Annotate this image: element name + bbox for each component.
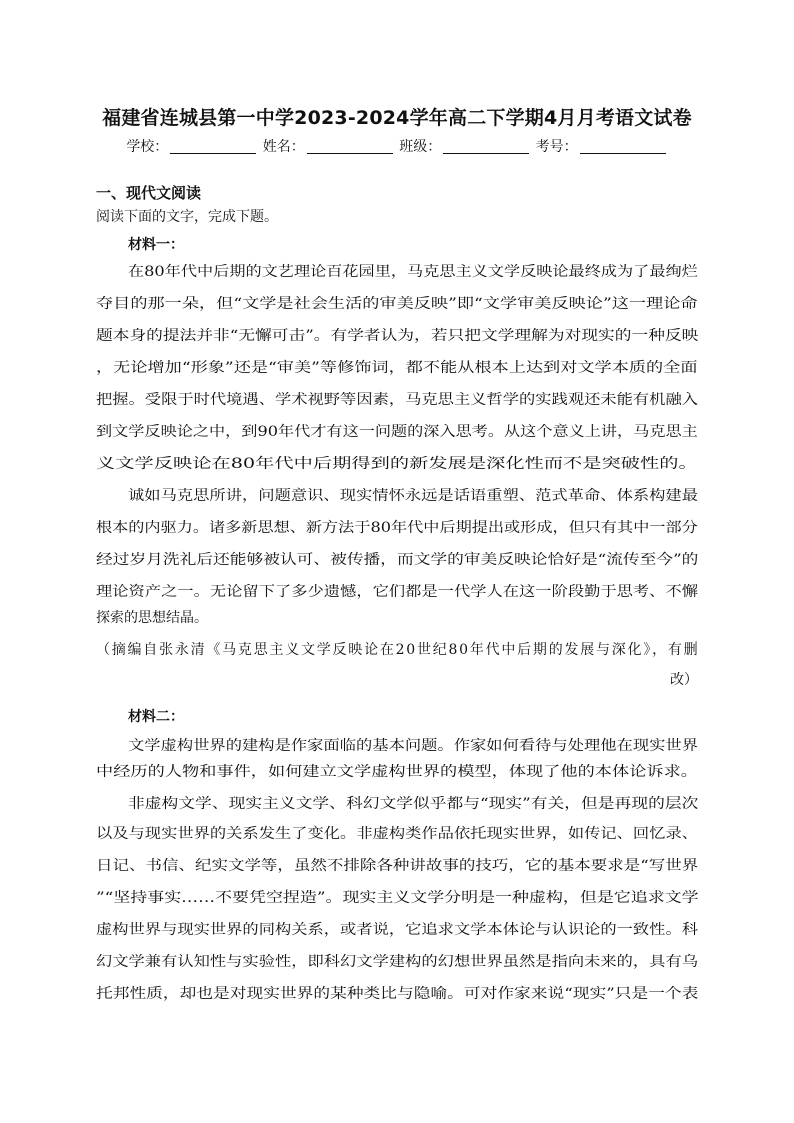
material1-line: 在80年代中后期的文艺理论百花园里，马克思主义文学反映论最终成为了最绚烂 xyxy=(128,264,698,280)
school-blank xyxy=(170,153,256,154)
material1-source-end: 改） xyxy=(670,672,698,688)
material1-source: （摘编自张永清《马克思主义文学反映论在20世纪80年代中后期的发展与深化》，有删 xyxy=(96,642,700,658)
material1-line: 夺目的那一朵，但“文学是社会生活的审美反映”即“文学审美反映论”这一理论命 xyxy=(96,296,698,312)
section-instruction: 阅读下面的文字，完成下题。 xyxy=(96,209,278,225)
material1-line: ，无论增加“形象”还是“审美”等修饰词，都不能从根本上达到对文学本质的全面 xyxy=(96,360,698,376)
material2-line: ”“坚持事实……不要凭空捏造”。现实主义文学分明是一种虚构，但是它追求文学 xyxy=(96,890,699,906)
material2-line: 日记、书信、纪实文学等，虽然不排除各种讲故事的技巧，它的基本要求是“写世界 xyxy=(96,858,699,874)
material1-line: 理论资产之一。无论留下了多少遗憾，它们都是一代学人在这一阶段勤于思考、不懈 xyxy=(96,584,698,600)
name-label: 姓名： xyxy=(262,139,305,155)
material2-line: 以及与现实世界的关系发生了变化。非虚构类作品依托现实世界，如传记、回忆录、 xyxy=(96,826,698,842)
material1-title: 材料一： xyxy=(128,237,184,253)
material2-line: 虚构世界与现实世界的同构关系，或者说，它追求文学本体论与认识论的一致性。科 xyxy=(96,922,698,938)
material1-line: 把握。受限于时代境遇、学术视野等因素，马克思主义哲学的实践观还未能有机融入 xyxy=(96,392,698,408)
material1-line: 探索的思想结晶。 xyxy=(96,610,208,626)
material1-line: 经过岁月洗礼后还能够被认可、被传播，而文学的审美反映论恰好是“流传至今”的 xyxy=(96,552,699,568)
student-info-row xyxy=(0,136,794,156)
material2-line: 文学虚构世界的建构是作家面临的基本问题。作家如何看待与处理他在现实世界 xyxy=(128,738,698,754)
material1-line: 到文学反映论之中，到90年代才有这一问题的深入思考。从这个意义上讲，马克思主 xyxy=(96,424,698,440)
material2-line: 非虚构文学、现实主义文学、科幻文学似乎都与“现实”有关，但是再现的层次 xyxy=(128,796,699,812)
name-blank xyxy=(307,153,393,154)
exam-title: 福建省连城县第一中学2023-2024学年高二下学期4月月考语文试卷 xyxy=(102,107,692,129)
material1-line: 义文学反映论在80年代中后期得到的新发展是深化性而不是突破性的。 xyxy=(96,456,698,472)
material2-line: 幻文学兼有认知性与实验性，即科幻文学建构的幻想世界虽然是指向未来的，具有乌 xyxy=(96,954,698,970)
material1-line: 题本身的提法并非“无懈可击”。有学者认为，若只把文学理解为对现实的一种反映 xyxy=(96,328,699,344)
material2-title: 材料二： xyxy=(128,709,184,725)
section-heading: 一、现代文阅读 xyxy=(96,184,202,202)
class-blank xyxy=(443,153,529,154)
school-label: 学校： xyxy=(126,139,169,155)
exam-number-label: 考号： xyxy=(535,139,578,155)
material2-line: 托邦性质，却也是对现实世界的某种类比与隐喻。可对作家来说“现实”只是一个表 xyxy=(96,986,699,1002)
exam-number-blank xyxy=(580,153,666,154)
material1-line: 诚如马克思所讲，问题意识、现实情怀永远是话语重塑、范式革命、体系构建最 xyxy=(128,488,698,504)
material1-line: 根本的内驱力。诸多新思想、新方法于80年代中后期提出或形成，但只有其中一部分 xyxy=(96,520,698,536)
material2-line: 中经历的人物和事件，如何建立文学虚构世界的模型，体现了他的本体论诉求。 xyxy=(96,764,698,780)
class-label: 班级： xyxy=(399,139,442,155)
